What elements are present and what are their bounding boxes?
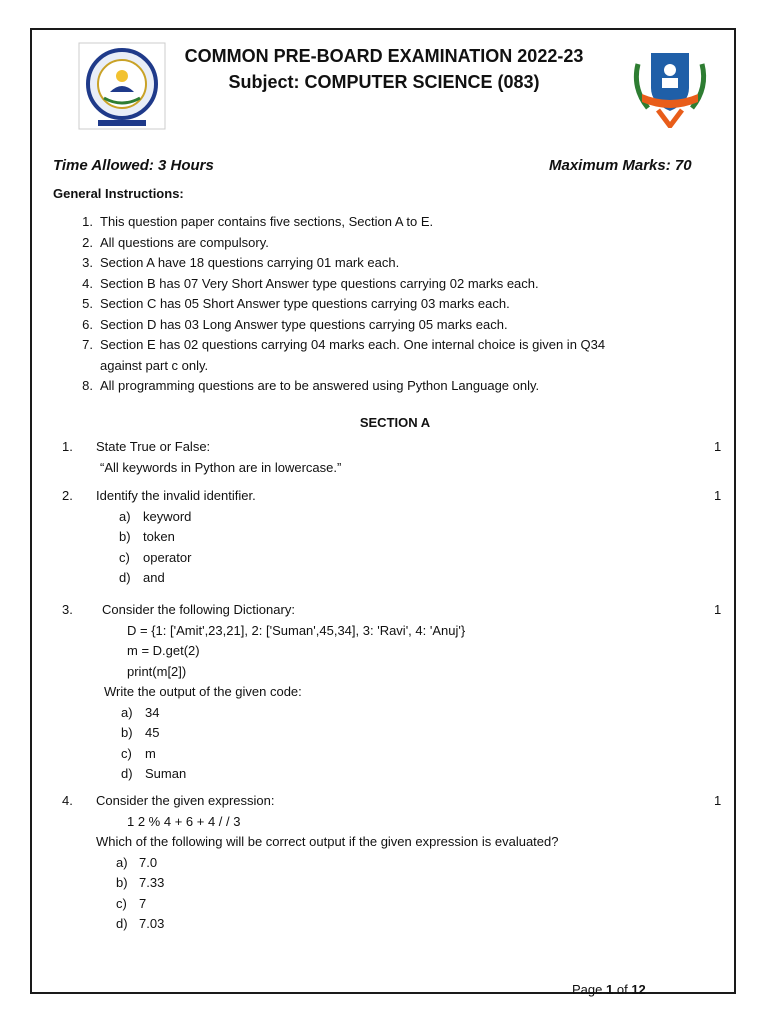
instructions-heading: General Instructions: — [53, 186, 184, 201]
question-text: Consider the given expression: — [96, 793, 275, 808]
option-label: b) — [119, 529, 131, 544]
option-text: and — [143, 570, 165, 585]
option-text: 45 — [145, 725, 160, 740]
option-label: a) — [121, 705, 133, 720]
section-heading: SECTION A — [359, 415, 431, 430]
option-label: d) — [121, 766, 133, 781]
list-item: against part c only. — [100, 357, 209, 373]
list-item: 4. Section B has 07 Very Short Answer type questions carrying 02 marks each. — [82, 275, 539, 291]
question-marks: 1 — [714, 488, 722, 503]
list-item: 8. All programming questions are to be answered using Python Language only. — [82, 378, 540, 393]
time-allowed: Time Allowed: 3 Hours — [53, 157, 214, 174]
option-label: a) — [119, 509, 131, 524]
list-item: 5. Section C has 05 Short Answer type questions carrying 03 marks each. — [82, 296, 510, 311]
question-text: Consider the following Dictionary: — [102, 602, 295, 617]
option-label: a) — [116, 855, 128, 870]
question-text: Identify the invalid identifier. — [96, 488, 256, 503]
page-footer: Page 1 of 12 — [572, 982, 646, 997]
option-text: 34 — [145, 705, 160, 720]
question-marks: 1 — [714, 793, 722, 808]
option-text: 7 — [139, 896, 147, 911]
question-marks: 1 — [714, 439, 722, 454]
option-text: m — [145, 746, 156, 761]
option-label: c) — [116, 896, 127, 911]
question-text: State True or False: — [96, 439, 211, 454]
list-item: 2. All questions are compulsory. — [82, 234, 269, 250]
list-item: 3. Section A have 18 questions carrying 01 mark each. — [82, 255, 400, 270]
option-text: 7.0 — [139, 855, 158, 870]
subject-title: Subject: COMPUTER SCIENCE (083) — [228, 72, 540, 92]
list-item: 1. This question paper contains five sections, Section A to E. — [82, 214, 434, 229]
option-label: c) — [119, 550, 130, 565]
code-line: D = {1: ['Amit',23,21], 2: ['Suman',45,34], 3: 'Ravi', 4: 'Anuj'} — [127, 623, 466, 638]
question-prompt: Which of the following will be correct output if the given expression is evaluated? — [96, 834, 559, 849]
question-prompt: Write the output of the given code: — [104, 684, 302, 699]
exam-title: COMMON PRE-BOARD EXAMINATION 2022-23 — [184, 46, 584, 66]
question-marks: 1 — [714, 602, 722, 617]
list-item: 7. Section E has 02 questions carrying 04 marks each. One internal choice is given in Q34 — [82, 337, 606, 352]
instructions-list — [53, 212, 653, 397]
current-page: 1 — [606, 982, 614, 997]
option-label: c) — [121, 746, 132, 761]
question-statement: “All keywords in Python are in lowercase.” — [100, 460, 342, 475]
option-text: Suman — [145, 766, 187, 781]
maximum-marks: Maximum Marks: 70 — [549, 157, 692, 174]
expression: 1 2 % 4 + 6 + 4 / / 3 — [127, 814, 241, 829]
option-label: d) — [119, 570, 131, 585]
option-text: 7.33 — [139, 875, 165, 890]
option-text: token — [143, 529, 175, 544]
list-item: 6. Section D has 03 Long Answer type questions carrying 05 marks each. — [82, 316, 508, 332]
option-text: keyword — [143, 509, 192, 524]
option-label: d) — [116, 916, 128, 931]
option-text: operator — [143, 550, 192, 565]
option-text: 7.03 — [139, 916, 165, 931]
total-pages: 12 — [631, 982, 646, 997]
option-label: b) — [116, 875, 128, 890]
code-line: m = D.get(2) — [127, 643, 200, 658]
option-label: b) — [121, 725, 133, 740]
code-line: print(m[2]) — [127, 664, 187, 679]
